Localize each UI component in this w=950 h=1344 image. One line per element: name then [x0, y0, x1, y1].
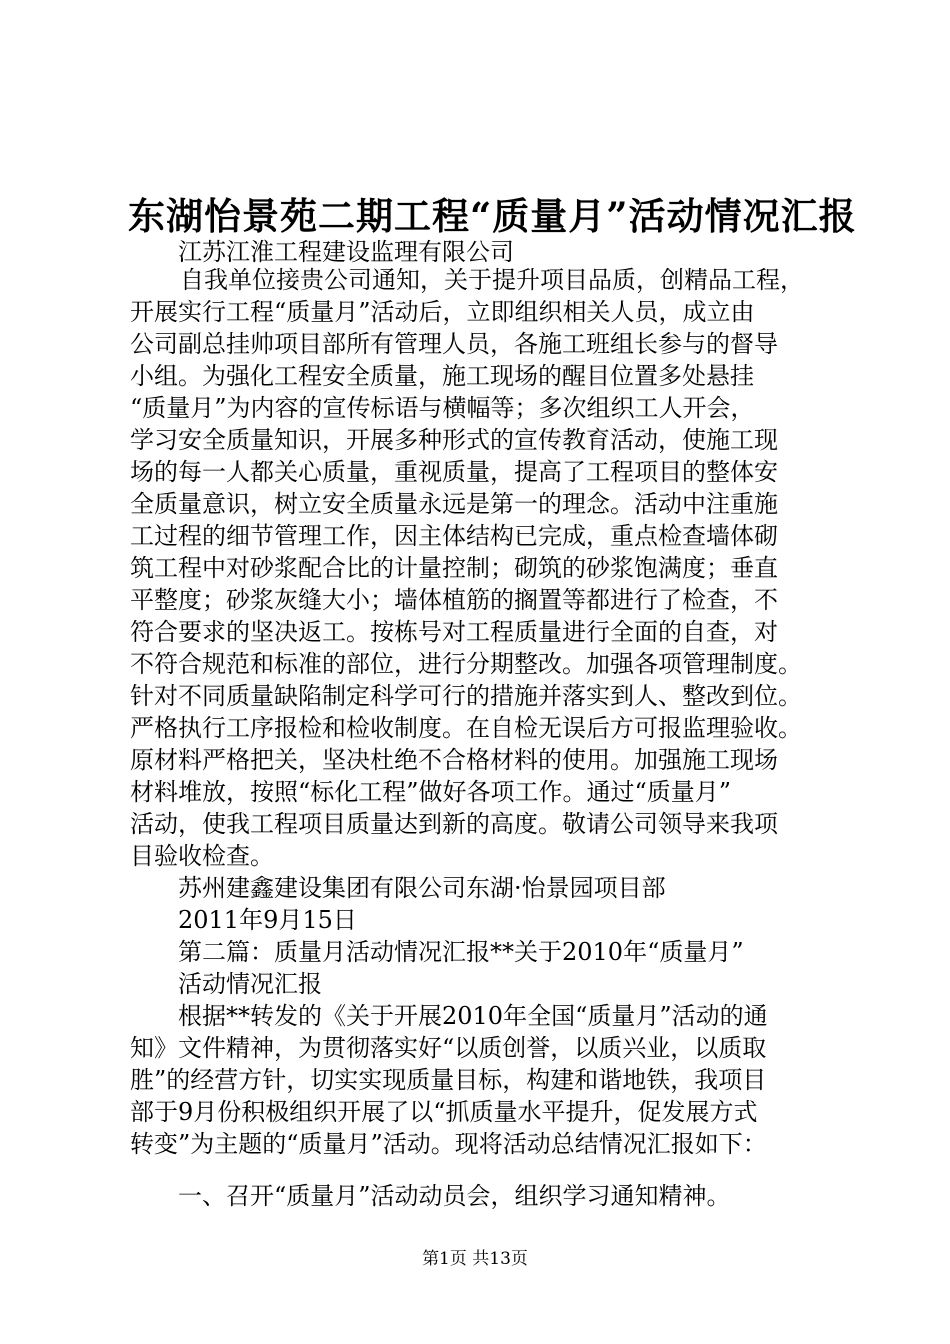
para1-line: 活动，使我工程项目质量达到新的高度。敬请公司领导来我项	[130, 810, 778, 838]
document-title: 东湖怡景苑二期工程“质量月”活动情况汇报	[128, 194, 857, 238]
part2-title: 第二篇：质量月活动情况汇报**关于2010年“质量月”	[178, 938, 744, 966]
signature-date: 2011年9月15日	[178, 906, 357, 934]
para2-line: 知》文件精神，为贯彻落实好“以质创誉，以质兴业，以质取	[130, 1034, 767, 1062]
para2-line: 部于9月份积极组织开展了以“抓质量水平提升，促发展方式	[130, 1098, 758, 1126]
para1-line: 公司副总挂帅项目部所有管理人员，各施工班组长参与的督导	[130, 330, 778, 358]
para1-line: 小组。为强化工程安全质量，施工现场的醒目位置多处悬挂	[130, 362, 754, 390]
para1-line: 筑工程中对砂浆配合比的计量控制；砌筑的砂浆饱满度；垂直	[130, 554, 778, 582]
para1-line: 自我单位接贵公司通知，关于提升项目品质，创精品工程，	[180, 266, 804, 294]
para1-line: 原材料严格把关，坚决杜绝不合格材料的使用。加强施工现场	[130, 746, 778, 774]
org-line: 江苏江淮工程建设监理有限公司	[178, 238, 514, 266]
para1-line: 符合要求的坚决返工。按栋号对工程质量进行全面的自查，对	[130, 618, 778, 646]
part2-title: 活动情况汇报	[178, 970, 322, 998]
para1-line: 工过程的细节管理工作，因主体结构已完成，重点检查墙体砌	[130, 522, 778, 550]
section-heading: 一、召开“质量月”活动动员会，组织学习通知精神。	[178, 1182, 731, 1210]
para2-line: 根据**转发的《关于开展2010年全国“质量月”活动的通	[178, 1002, 768, 1030]
page-footer: 第1页 共13页	[422, 1249, 528, 1269]
para1-line: 严格执行工序报检和检收制度。在自检无误后方可报监理验收。	[130, 714, 802, 742]
para1-line: “质量月”为内容的宣传标语与横幅等；多次组织工人开会，	[130, 394, 755, 422]
para1-line: 针对不同质量缺陷制定科学可行的措施并落实到人、整改到位。	[130, 682, 802, 710]
para1-line: 开展实行工程“质量月”活动后，立即组织相关人员，成立由	[130, 298, 755, 326]
para1-line: 全质量意识，树立安全质量永远是第一的理念。活动中注重施	[130, 490, 778, 518]
para1-line: 学习安全质量知识，开展多种形式的宣传教育活动，使施工现	[130, 426, 778, 454]
para1-line: 材料堆放，按照“标化工程”做好各项工作。通过“质量月”	[130, 778, 732, 806]
para1-line: 不符合规范和标准的部位，进行分期整改。加强各项管理制度。	[130, 650, 802, 678]
para1-line: 场的每一人都关心质量，重视质量，提高了工程项目的整体安	[130, 458, 778, 486]
para2-line: 胜”的经营方针，切实实现质量目标，构建和谐地铁，我项目	[130, 1066, 767, 1094]
para2-line: 转变”为主题的“质量月”活动。现将活动总结情况汇报如下：	[130, 1130, 767, 1158]
para1-line: 平整度；砂浆灰缝大小；墙体植筋的搁置等都进行了检查，不	[130, 586, 778, 614]
para1-line: 目验收检查。	[130, 842, 274, 870]
signature-org: 苏州建鑫建设集团有限公司东湖·怡景园项目部	[178, 874, 666, 902]
